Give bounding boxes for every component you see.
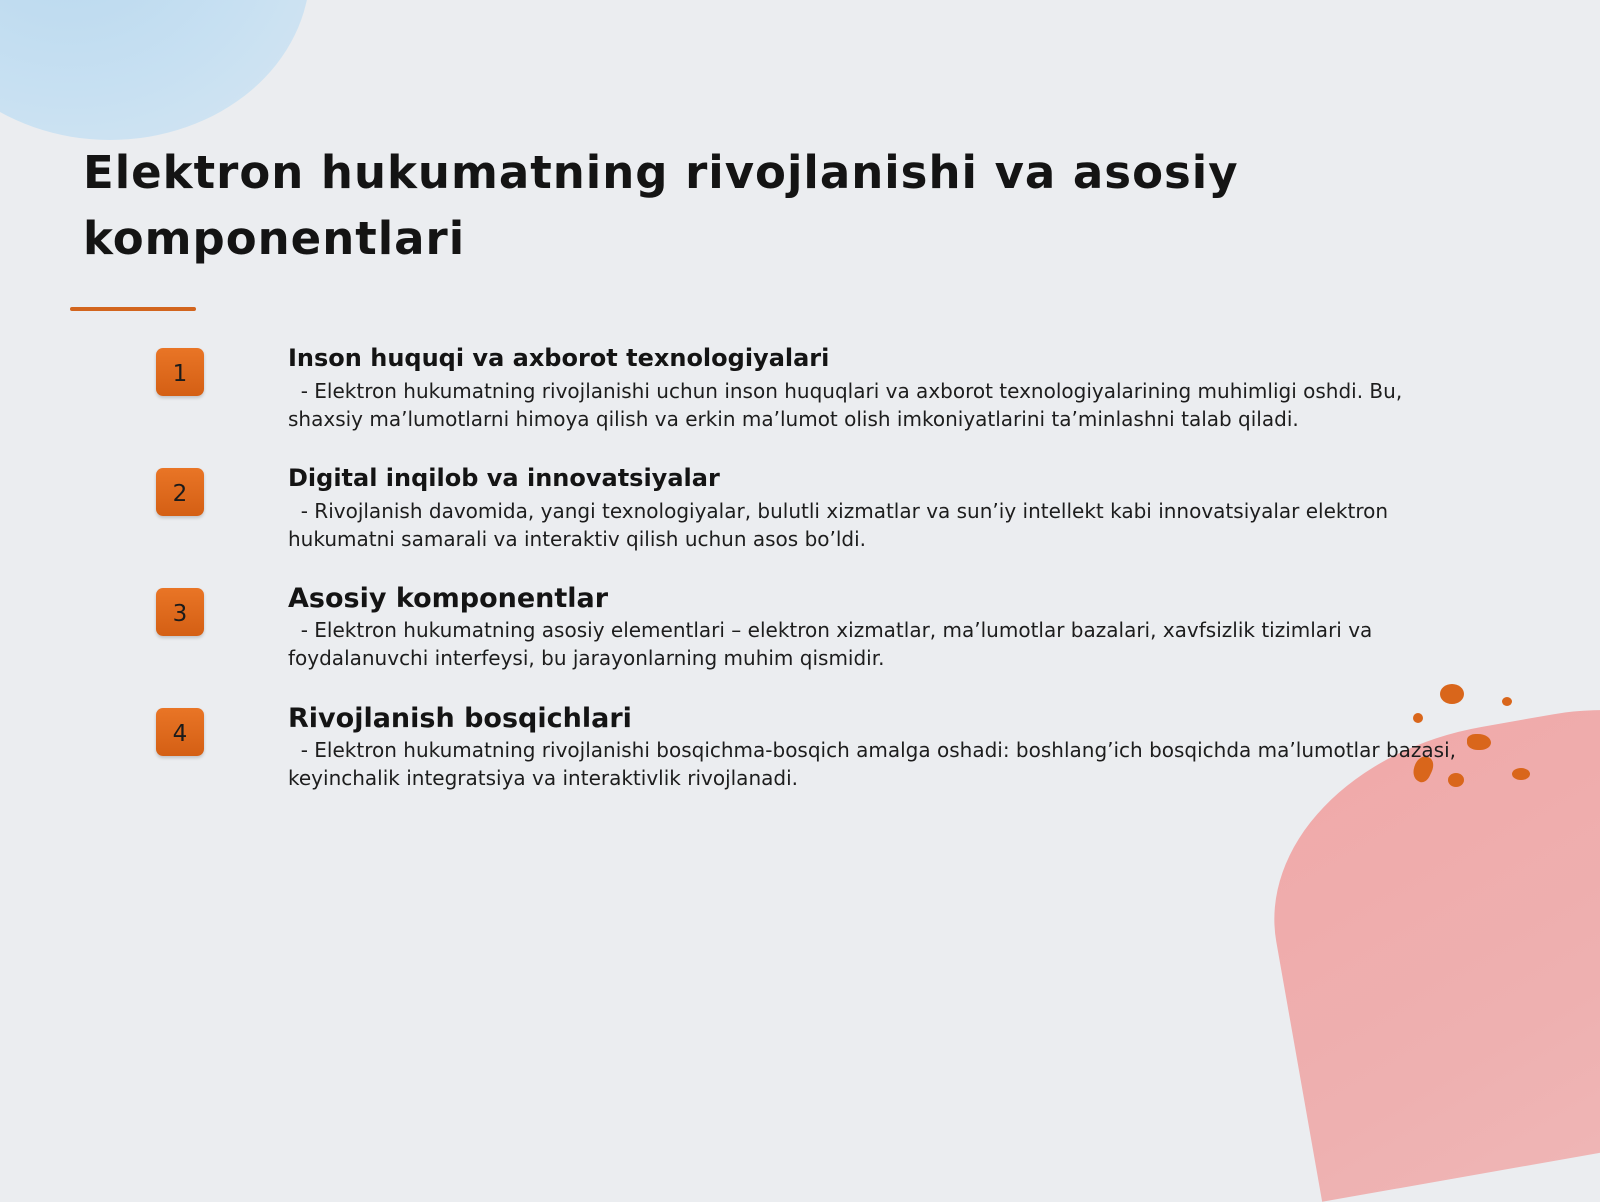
item-heading: Asosiy komponentlar xyxy=(288,583,609,614)
decorative-blue-blob xyxy=(0,0,310,140)
list-item xyxy=(288,463,1468,553)
title-underline xyxy=(70,307,196,311)
list-item xyxy=(288,343,1468,433)
step-badge: 2 xyxy=(156,468,204,516)
step-badge: 1 xyxy=(156,348,204,396)
item-description: - Elektron hukumatning rivojlanishi bosqichma-bosqich amalga oshadi: boshlang’ich bosqichda ma’lumotlar bazasi, keyinchalik integratsiya va interaktivlik rivojlanadi. xyxy=(288,738,1463,790)
item-description: - Elektron hukumatning asosiy elementlari – elektron xizmatlar, ma’lumotlar bazalari, xavfsizlik tizimlari va foydalanuvchi interfeysi, bu jarayonlarning muhim qismidir. xyxy=(288,618,1379,670)
item-heading: Inson huquqi va axborot texnologiyalari xyxy=(288,344,830,372)
step-badge: 4 xyxy=(156,708,204,756)
item-description: - Rivojlanish davomida, yangi texnologiyalar, bulutli xizmatlar va sun’iy intellekt kabi innovatsiyalar elektron hukumatni samarali va interaktiv qilish uchun asos bo’ldi. xyxy=(288,499,1395,551)
item-heading: Rivojlanish bosqichlari xyxy=(288,703,632,734)
item-description: - Elektron hukumatning rivojlanishi uchun inson huquqlari va axborot texnologiyalarining muhimligi oshdi. Bu, shaxsiy ma’lumotlarni himoya qilish va erkin ma’lumot olish imkoniyatlarini ta’minlashni talab qiladi. xyxy=(288,379,1409,431)
step-badge: 3 xyxy=(156,588,204,636)
page-title: Elektron hukumatning rivojlanishi va asosiy komponentlari xyxy=(83,146,1239,265)
list-item xyxy=(288,702,1468,792)
item-heading: Digital inqilob va innovatsiyalar xyxy=(288,464,720,492)
list-item xyxy=(288,582,1468,672)
